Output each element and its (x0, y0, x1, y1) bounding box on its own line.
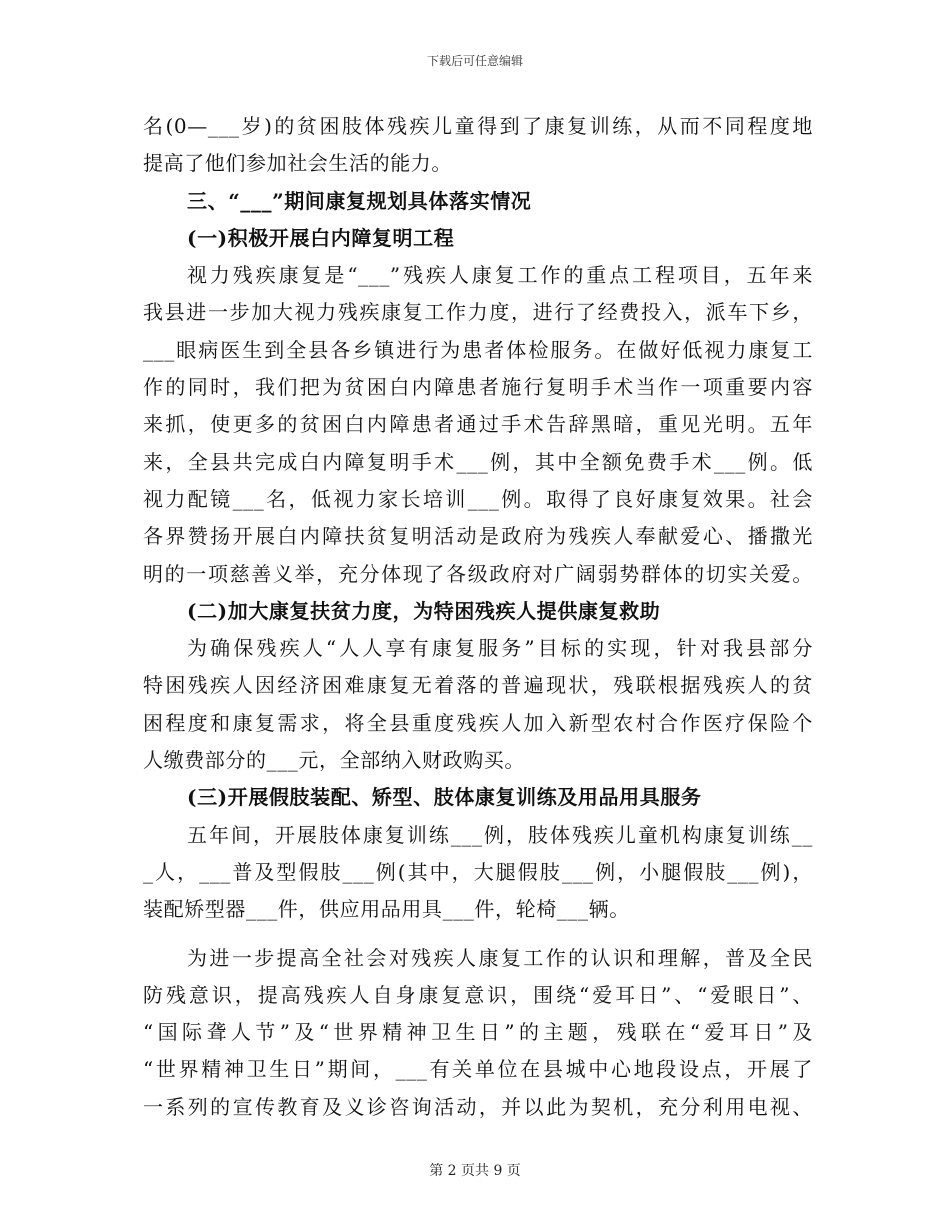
text-line: 装配矫型器___件，供应用品用具___件，轮椅___辆。 (143, 897, 630, 922)
text-line: 特困残疾人因经济困难康复无着落的普遍现状，残联根据残疾人的贫 (143, 673, 813, 698)
text-line: 来抓，使更多的贫困白内障患者通过手术告辞黑暗，重见光明。五年 (143, 412, 813, 437)
text-line: 提高了他们参加社会生活的能力。 (143, 151, 452, 176)
text-line: 一系列的宣传教育及义诊咨询活动，并以此为契机，充分利用电视、 (143, 1094, 813, 1119)
section-heading: (三)开展假肢装配、矫型、肢体康复训练及用品用具服务 (187, 785, 702, 810)
section-heading: (一)积极开展白内障复明工程 (187, 225, 455, 250)
document-body (143, 108, 813, 1126)
text-line: “国际聋人节”及“世界精神卫生日”的主题，残联在“爱耳日”及 (143, 1020, 813, 1045)
page-header: 下载后可任意编辑 (426, 54, 523, 68)
text-line: 名(0—___岁)的贫困肢体残疾儿童得到了康复训练，从而不同程度地 (143, 114, 813, 138)
text-line: 为进一步提高全社会对残疾人康复工作的认识和理解，普及全民 (187, 945, 813, 970)
text-line: 明的一项慈善义举，充分体现了各级政府对广阔弱势群体的切实关爱。 (143, 561, 813, 586)
section-heading: (二)加大康复扶贫力度，为特困残疾人提供康复救助 (187, 598, 661, 623)
section-heading: 三、“___”期间康复规划具体落实情况 (187, 188, 532, 213)
text-line: 为确保残疾人“人人享有康复服务”目标的实现，针对我县部分 (187, 636, 813, 661)
text-line: 困程度和康复需求，将全县重度残疾人加入新型农村合作医疗保险个 (143, 710, 813, 735)
page-footer: 第 2 页共 9 页 (429, 1163, 521, 1179)
text-line (143, 929, 813, 940)
text-line: ___眼病医生到全县各乡镇进行为患者体检服务。在做好低视力康复工 (143, 337, 813, 362)
text-line: 视力残疾康复是“___”残疾人康复工作的重点工程项目，五年来 (187, 263, 813, 288)
text-line: 防残意识，提高残疾人自身康复意识，围绕“爱耳日”、“爱眼日”、 (143, 982, 813, 1007)
text-line: 作的同时，我们把为贫困白内障患者施行复明手术当作一项重要内容 (143, 375, 813, 400)
text-line: 人缴费部分的___元，全部纳入财政购买。 (143, 748, 525, 773)
text-line: _人，___普及型假肢___例(其中，大腿假肢___例，小腿假肢___例)， (143, 859, 813, 884)
text-line: 五年间，开展肢体康复训练___例，肢体残疾儿童机构康复训练__ (187, 822, 813, 847)
text-line: 视力配镜___名，低视力家长培训___例。取得了良好康复效果。社会 (143, 486, 813, 511)
text-line: 来，全县共完成白内障复明手术___例，其中全额免费手术___例。低 (143, 449, 813, 474)
text-line: 各界赞扬开展白内障扶贫复明活动是政府为残疾人奉献爱心、播撒光 (143, 524, 813, 549)
text-line: “世界精神卫生日”期间，___有关单位在县城中心地段设点，开展了 (143, 1057, 813, 1082)
text-line: 我县进一步加大视力残疾康复工作力度，进行了经费投入，派车下乡， (143, 300, 813, 325)
